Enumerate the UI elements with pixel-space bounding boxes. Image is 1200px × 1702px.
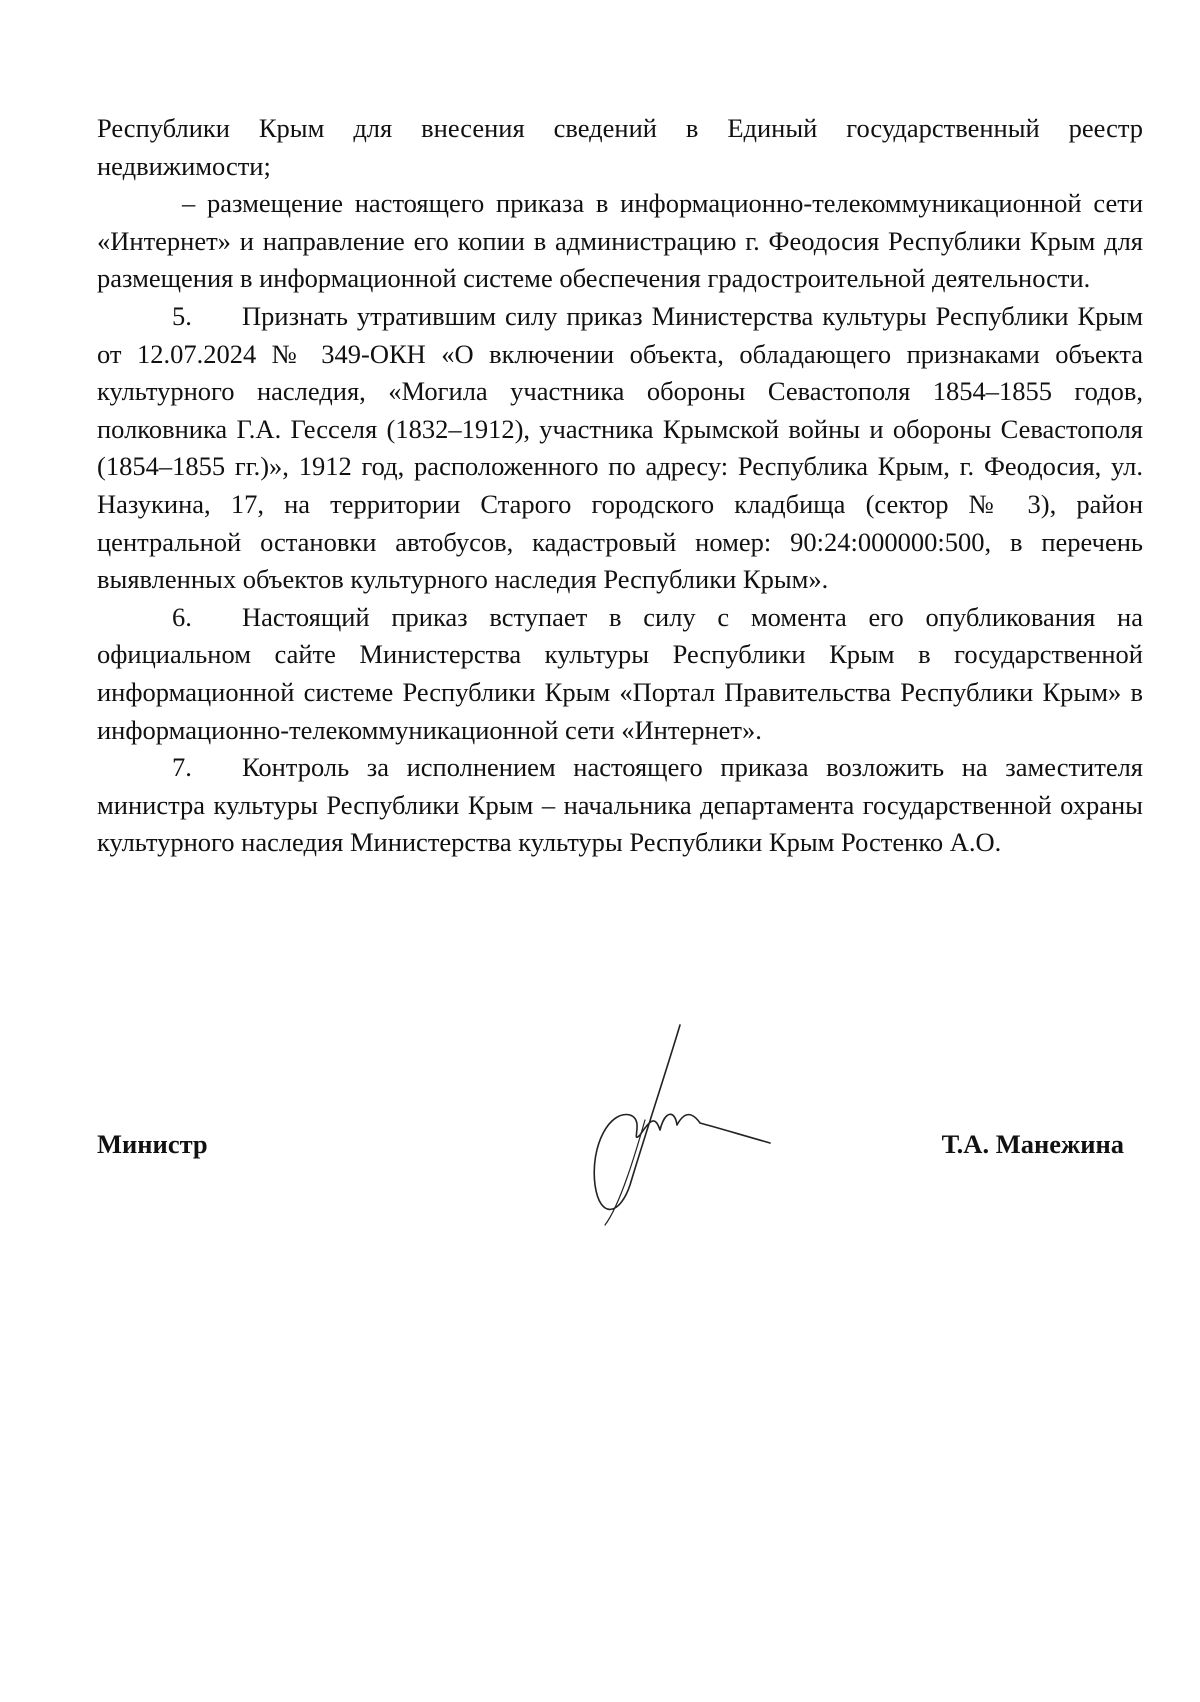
item-number: 7. — [172, 752, 192, 783]
handwritten-signature — [585, 1015, 805, 1235]
item-text: Признать утратившим силу приказ Министерства культуры Республики Крым от 12.07.2024 № 349-ОКН «О включении объекта, обладающего признаками объекта культурного наследия, «Могила участника обороны Севастополя 1854–1855 годов, полковника Г.А. Гесселя (1832–1912), участника Крымской войны и обороны Севастополя (1854–1855 гг.)», 1912 год, расположенного по адресу: Республика Крым, г. Феодосия, ул. Назукина, 17, на территории Старого городского кладбища (сектор № 3), район центральной остановки автобусов, кадастровый номер: 90:24:000000:500, в перечень выявленных объектов культурного наследия Республики Крым». — [97, 300, 1143, 595]
paragraph-item-5 — [97, 298, 1143, 599]
paragraph-dash-item: – размещение настоящего приказа в информационно-телекоммуникационной сети «Интернет» и направление его копии в администрацию г. Феодосия Республики Крым для размещения в информационной системе обеспечения градостроительной деятельности. — [97, 188, 1143, 294]
paragraph-continuation: Республики Крым для внесения сведений в Единый государственный реестр недвижимости; — [97, 113, 1143, 181]
item-number: 6. — [172, 601, 192, 632]
item-text: Настоящий приказ вступает в силу с момента его опубликования на официальном сайте Министерства культуры Республики Крым в государственной информационной системе Республики Крым «Портал Правительства Республики Крым» в информационно-телекоммуникационной сети «Интернет». — [97, 601, 1143, 745]
signatory-name: Т.А. Манежина — [941, 1129, 1124, 1159]
paragraph-item-7 — [97, 749, 1143, 862]
item-number: 5. — [172, 300, 192, 331]
item-text: Контроль за исполнением настоящего приказа возложить на заместителя министра культуры Республики Крым – начальника департамента государственной охраны культурного наследия Министерства культуры Республики Крым Ростенко А.О. — [97, 752, 1143, 858]
document-body — [97, 110, 1143, 862]
paragraph-item-6 — [97, 599, 1143, 749]
signatory-title: Министр — [97, 1129, 208, 1159]
